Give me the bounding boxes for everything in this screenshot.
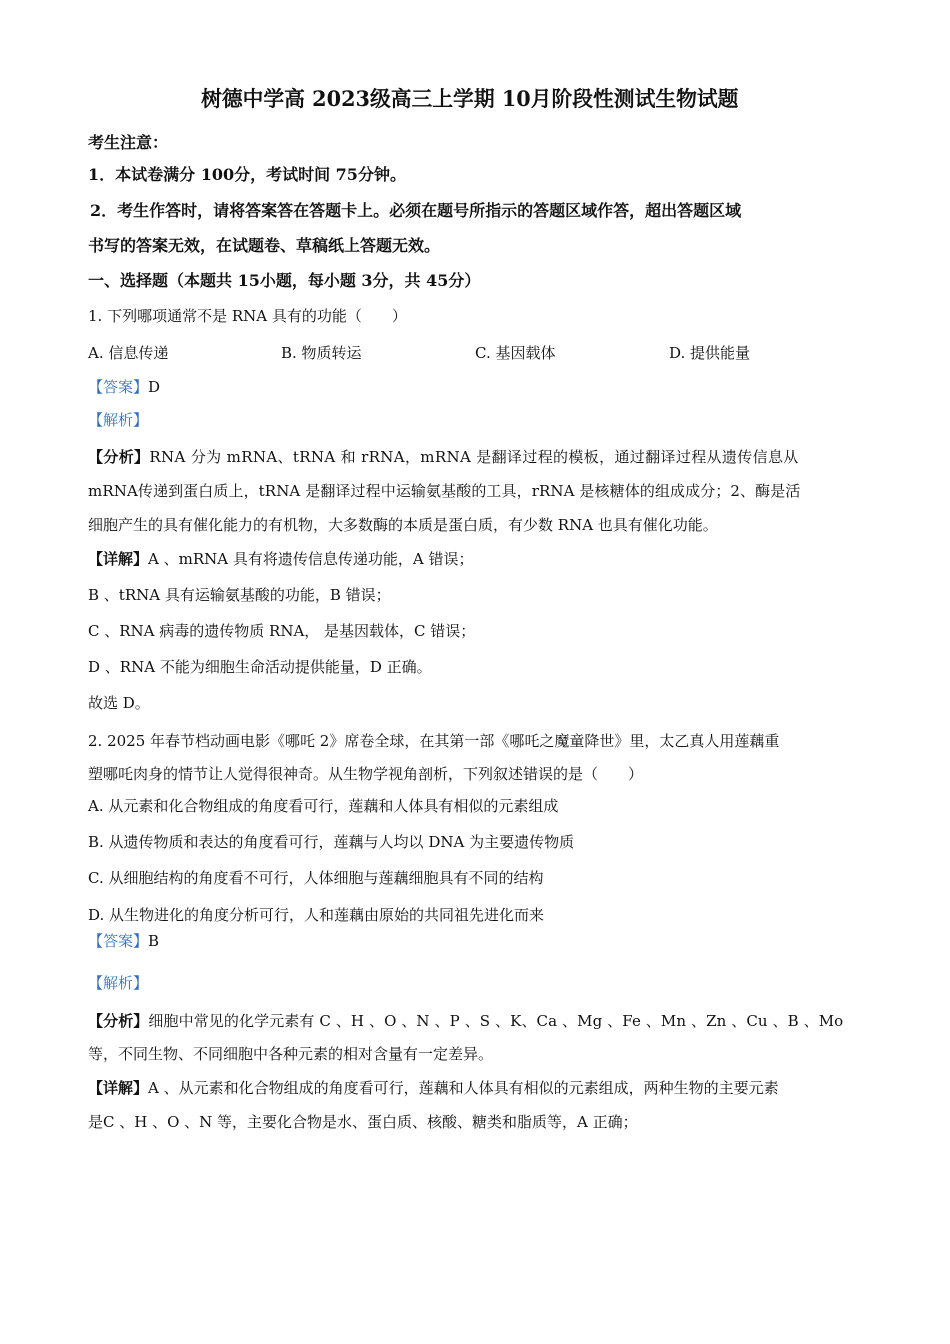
xiangjie-tag: 【详解】 [88,1079,149,1097]
question-1-conclusion: 故选 D。 [88,694,150,712]
question-2-stem-line-1: 2. 2025 年春节档动画电影《哪吒 2》席卷全球，在其第一部《哪吒之魔童降世》里，太乙真人用莲藕重 [88,732,780,750]
answer-value: B [148,932,160,950]
question-2-option-d: D. 从生物进化的角度分析可行，人和莲藕由原始的共同祖先进化而来 [88,906,545,924]
notice-item-2-line-2: 书写的答案无效，在试题卷、草稿纸上答题无效。 [88,236,441,255]
xiangjie-text: A 、从元素和化合物组成的角度看可行，莲藕和人体具有相似的元素组成，两种生物的主要元素 [148,1079,779,1097]
notice-heading: 考生注意： [88,133,169,152]
question-2-analysis-tag: 【解析】 [88,974,149,992]
question-2-answer [88,931,159,951]
fenxi-text: 细胞中常见的化学元素有 C 、H 、O 、N 、P 、S 、K、Ca 、Mg 、Fe 、Mn 、Zn 、Cu 、B 、Mo [148,1012,844,1030]
question-1-option-d: D. 提供能量 [669,344,751,362]
question-1-xiangjie-c: C 、RNA 病毒的遗传物质 RNA， 是基因载体，C 错误； [88,622,476,640]
question-1-option-c: C. 基因载体 [475,344,556,362]
question-1-fenxi-line-2: mRNA传递到蛋白质上，tRNA 是翻译过程中运输氨基酸的工具，rRNA 是核糖体的组成成分；2、酶是活 [88,482,801,500]
answer-value: D [148,378,161,396]
question-2-option-b: B. 从遗传物质和表达的角度看可行，莲藕与人均以 DNA 为主要遗传物质 [88,833,575,851]
question-1-option-a: A. 信息传递 [88,344,169,362]
page-title: 树德中学高 2023级高三上学期 10月阶段性测试生物试题 [201,86,739,111]
question-2-fenxi-line-2: 等，不同生物、不同细胞中各种元素的相对含量有一定差异。 [88,1045,494,1063]
question-1-xiangjie-d: D 、RNA 不能为细胞生命活动提供能量，D 正确。 [88,658,432,676]
answer-tag: 【答案】 [88,932,149,950]
question-2-stem-line-2: 塑哪吒肉身的情节让人觉得很神奇。从生物学视角剖析，下列叙述错误的是（ ） [88,765,644,783]
question-1-xiangjie-a [88,549,473,569]
question-2-xiangjie-line-2: 是C 、H 、O 、N 等，主要化合物是水、蛋白质、核酸、糖类和脂质等，A 正确； [88,1113,638,1131]
question-1-stem: 1. 下列哪项通常不是 RNA 具有的功能（ ） [88,307,407,325]
question-1-analysis-tag: 【解析】 [88,411,149,429]
question-2-xiangjie-line-1 [88,1078,779,1098]
notice-item-1: 1．本试卷满分 100分，考试时间 75分钟。 [88,165,406,184]
xiangjie-text: A 、mRNA 具有将遗传信息传递功能，A 错误； [148,550,474,568]
question-1-answer [88,377,160,397]
fenxi-tag: 【分析】 [88,448,150,466]
question-1-xiangjie-b: B 、tRNA 具有运输氨基酸的功能，B 错误； [88,586,391,604]
question-1-option-b: B. 物质转运 [281,344,362,362]
fenxi-tag: 【分析】 [88,1012,149,1030]
fenxi-text: RNA 分为 mRNA、tRNA 和 rRNA，mRNA 是翻译过程的模板，通过翻译过程从遗传信息从 [149,448,799,466]
question-1-fenxi-line-1 [88,447,799,467]
question-2-option-c: C. 从细胞结构的角度看不可行，人体细胞与莲藕细胞具有不同的结构 [88,869,544,887]
answer-tag: 【答案】 [88,378,149,396]
section-heading: 一、选择题（本题共 15小题，每小题 3分，共 45分） [88,271,481,290]
question-2-fenxi-line-1 [88,1011,843,1031]
question-1-fenxi-line-3: 细胞产生的具有催化能力的有机物，大多数酶的本质是蛋白质，有少数 RNA 也具有催化功能。 [88,516,718,534]
question-2-option-a: A. 从元素和化合物组成的角度看可行，莲藕和人体具有相似的元素组成 [88,797,559,815]
xiangjie-tag: 【详解】 [88,550,149,568]
notice-item-2-line-1: 2．考生作答时，请将答案答在答题卡上。必须在题号所指示的答题区域作答，超出答题区域 [90,201,742,220]
